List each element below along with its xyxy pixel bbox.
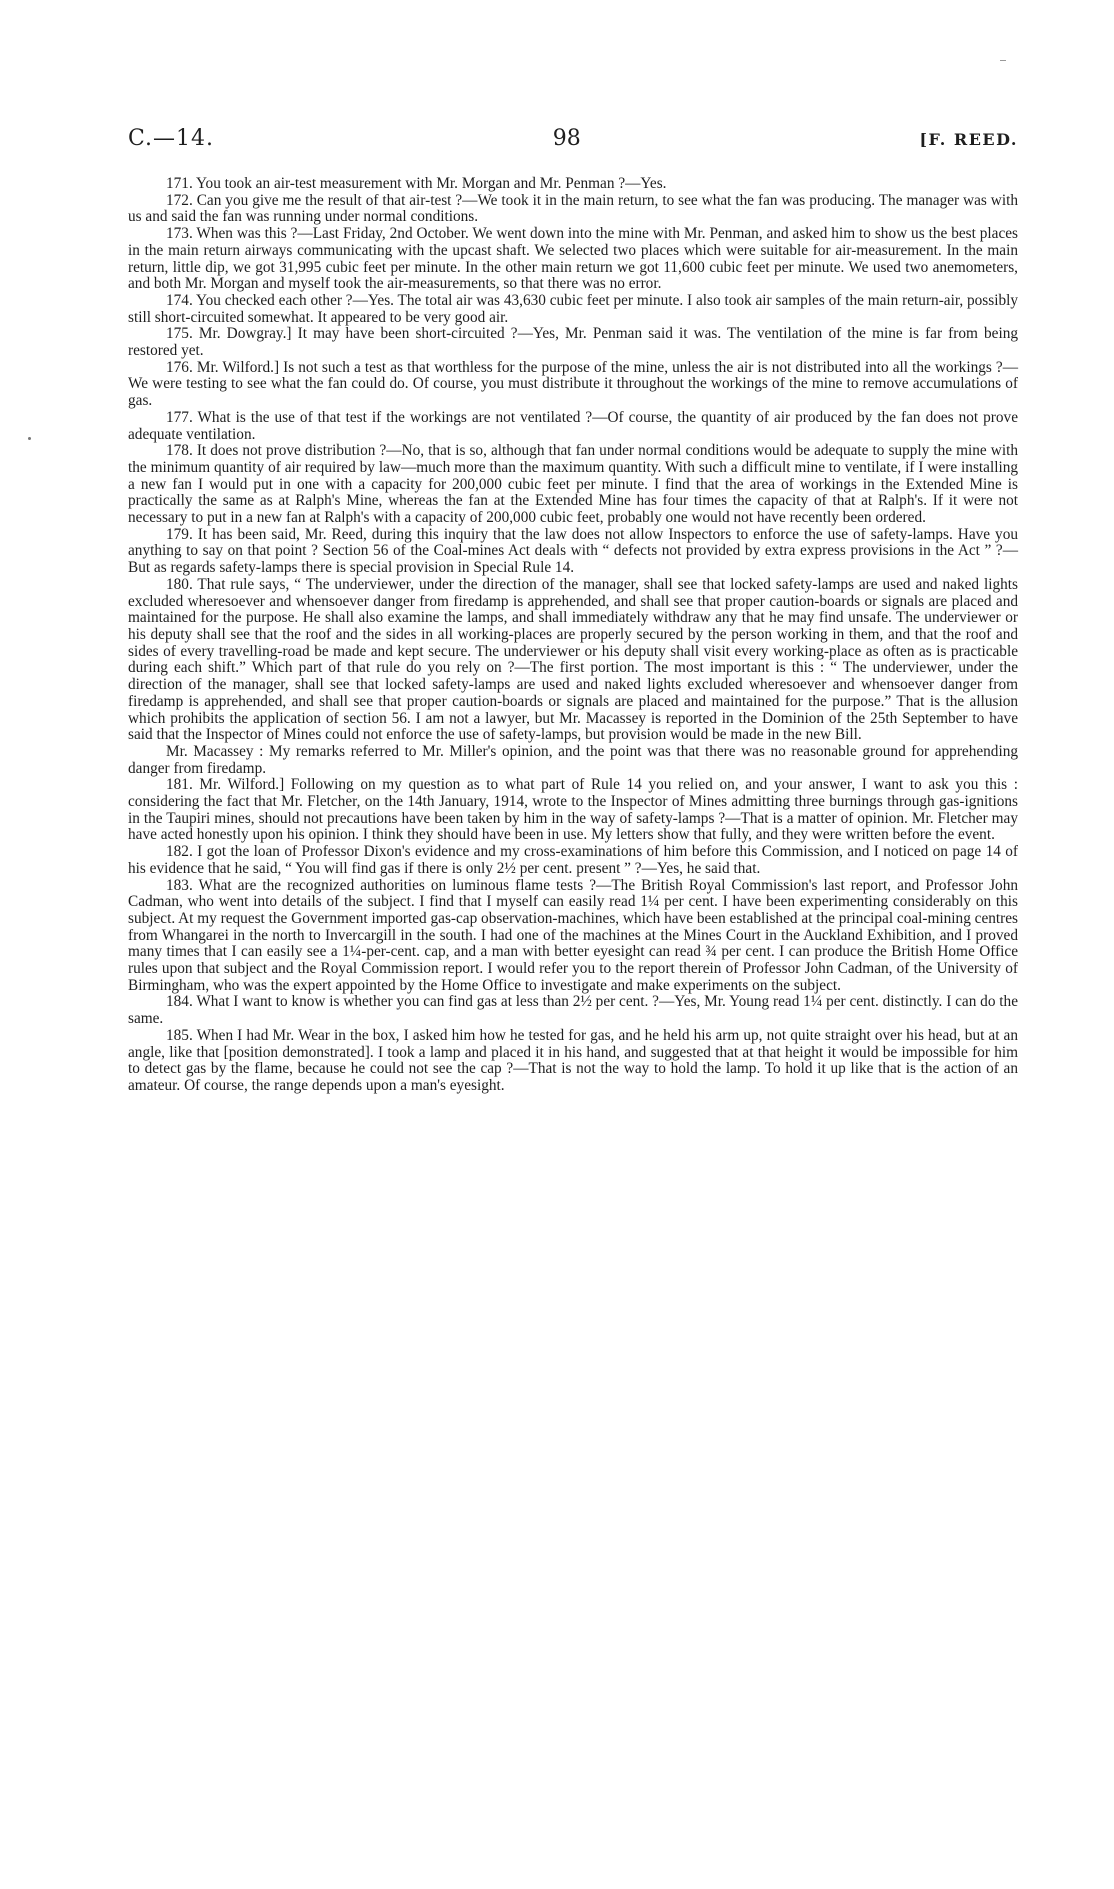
paragraph-172: 172. Can you give me the result of that air-test ?—We took it in the main return, to see what the fan was producing. The manager was with us and said the fan was running under normal conditions. xyxy=(128,191,1018,226)
paragraph-179: 179. It has been said, Mr. Reed, during this inquiry that the law does not allow Inspectors to enforce the use of safety-lamps. Have you anything to say on that point ? Section 56 of the Coal-mines Act deals with “ defects not provided by extra express provisions in the Act ” ?—But as regards safety-lamps there is special provision in Special Rule 14. xyxy=(128,525,1018,577)
page-header xyxy=(128,126,1018,156)
paragraph-180: 180. That rule says, “ The underviewer, under the direction of the manager, shall see that locked safety-lamps are used and naked lights excluded wheresoever and whensoever danger from firedamp is apprehended, and shall see that proper caution-boards or signals are placed and maintained for the purpose. He shall also examine the lamps, and shall immediately withdraw any that he may find unsafe. The underviewer or his deputy shall see that the roof and the sides in all working-places are properly secured by the person working in them, and that the roof and sides of every travelling-road be made and kept secure. The underviewer or his deputy shall visit every working-place as often as is practicable during each shift.” Which part of that rule do you rely on ?—The first portion. The most important is this : “ The underviewer, under the direction of the manager, shall see that locked safety-lamps are used and naked lights excluded wheresoever and whensoever danger from firedamp is apprehended, and shall see that proper caution-boards or signals are placed and maintained for the purpose.” That is the allusion which prohibits the application of section 56. I am not a lawyer, but Mr. Macassey is reported in the Dominion of the 25th September to have said that the Inspector of Mines could not enforce the use of safety-lamps, but provision would be made in the new Bill. xyxy=(128,575,1018,744)
scan-mark xyxy=(1000,60,1006,61)
paragraph-178: 178. It does not prove distribution ?—No, that is so, although that fan under normal conditions would be adequate to supply the mine with the minimum quantity of air required by law—much more than the maximum quantity. With such a difficult mine to ventilate, if I were installing a new fan I would put in one with a capacity for 200,000 cubic feet per minute. I find that the area of workings in the Extended Mine is practically the same as at Ralph's Mine, whereas the fan at the Extended Mine has four times the capacity of that at Ralph's. If it were not necessary to put in a new fan at Ralph's with a capacity of 200,000 cubic feet, probably one would not have recently been ordered. xyxy=(128,442,1018,527)
paragraph-171: 171. You took an air-test measurement with Mr. Morgan and Mr. Penman ?—Yes. xyxy=(166,175,667,192)
testimony-body xyxy=(128,176,1018,1095)
paragraph-183: 183. What are the recognized authorities on luminous flame tests ?—The British Royal Commission's last report, and Professor John Cadman, who went into details of the subject. I find that I myself can easily read 1¼ per cent. I have been experimenting considerably on this subject. At my request the Government imported gas-cap observation-machines, which have been established at the principal coal-mining centres from Whangarei in the north to Invercargill in the south. I had one of the machines at the Mines Court in the Auckland Exhibition, and I proved many times that I can easily see a 1¼-per-cent. cap, and a man with better eyesight can read ¾ per cent. I can produce the British Home Office rules upon that subject and the Royal Commission report. I would refer you to the report therein of Professor John Cadman, of the University of Birmingham, who was the expert appointed by the Home Office to investigate and make experiments on the subject. xyxy=(128,876,1018,994)
paragraph-173: 173. When was this ?—Last Friday, 2nd October. We went down into the mine with Mr. Penman, and asked him to show us the best places in the main return airways communicating with the upcast shaft. We selected two places which were suitable for air-measurement. In the main return, little dip, we got 31,995 cubic feet per minute. In the other main return we got 11,600 cubic feet per minute. We used two anemometers, and both Mr. Morgan and myself took the air-measurements, so that there was no error. xyxy=(128,225,1018,293)
paragraph-177: 177. What is the use of that test if the workings are not ventilated ?—Of course, the quantity of air produced by the fan does not prove adequate ventilation. xyxy=(128,408,1018,443)
paragraph-175: 175. Mr. Dowgray.] It may have been short-circuited ?—Yes, Mr. Penman said it was. The ventilation of the mine is far from being restored yet. xyxy=(128,325,1018,360)
paragraph-185: 185. When I had Mr. Wear in the box, I asked him how he tested for gas, and he held his arm up, not quite straight over his head, but at an angle, like that [position demonstrated]. I took a lamp and placed it in his hand, and suggested that at that height it would be impossible for him to detect gas by the flame, because he could not see the cap ?—That is not the way to hold the lamp. To hold it up like that is the action of an amateur. Of course, the range depends upon a man's eyesight. xyxy=(128,1026,1018,1094)
document-reference: C.—14. xyxy=(128,126,215,151)
scan-dot xyxy=(28,437,31,440)
paragraph-181: 181. Mr. Wilford.] Following on my question as to what part of Rule 14 you relied on, and your answer, I want to ask you this : considering the fact that Mr. Fletcher, on the 14th January, 1914, wrote to the Inspector of Mines admitting three burnings through gas-ignitions in the Taupiri mines, should not precautions have been taken by him in the way of safety-lamps ?—That is a matter of opinion. Mr. Fletcher may have acted honestly upon his opinion. I think they should have been in use. My letters show that fully, and they were written before the event. xyxy=(128,776,1018,844)
page-number: 98 xyxy=(552,126,581,151)
paragraph-182: 182. I got the loan of Professor Dixon's evidence and my cross-examinations of him before this Commission, and I noticed on page 14 of his evidence that he said, “ You will find gas if there is only 2½ per cent. present ” ?—Yes, he said that. xyxy=(128,843,1018,877)
paragraph-macassey-remark: Mr. Macassey : My remarks referred to Mr. Miller's opinion, and the point was that there was no reasonable ground for apprehending danger from firedamp. xyxy=(128,742,1018,777)
witness-name: [F. REED. xyxy=(919,130,1018,149)
paragraph-174: 174. You checked each other ?—Yes. The total air was 43,630 cubic feet per minute. I also took air samples of the main return-air, possibly still short-circuited somewhat. It appeared to be very good air. xyxy=(128,291,1018,326)
paragraph-184: 184. What I want to know is whether you can find gas at less than 2½ per cent. ?—Yes, Mr. Young read 1¼ per cent. distinctly. I can do the same. xyxy=(128,993,1018,1028)
paragraph-176: 176. Mr. Wilford.] Is not such a test as that worthless for the purpose of the mine, unless the air is not distributed into all the workings ?—We were testing to see what the fan could do. Of course, you must distribute it throughout the workings of the mine to remove accumulations of gas. xyxy=(128,358,1018,410)
